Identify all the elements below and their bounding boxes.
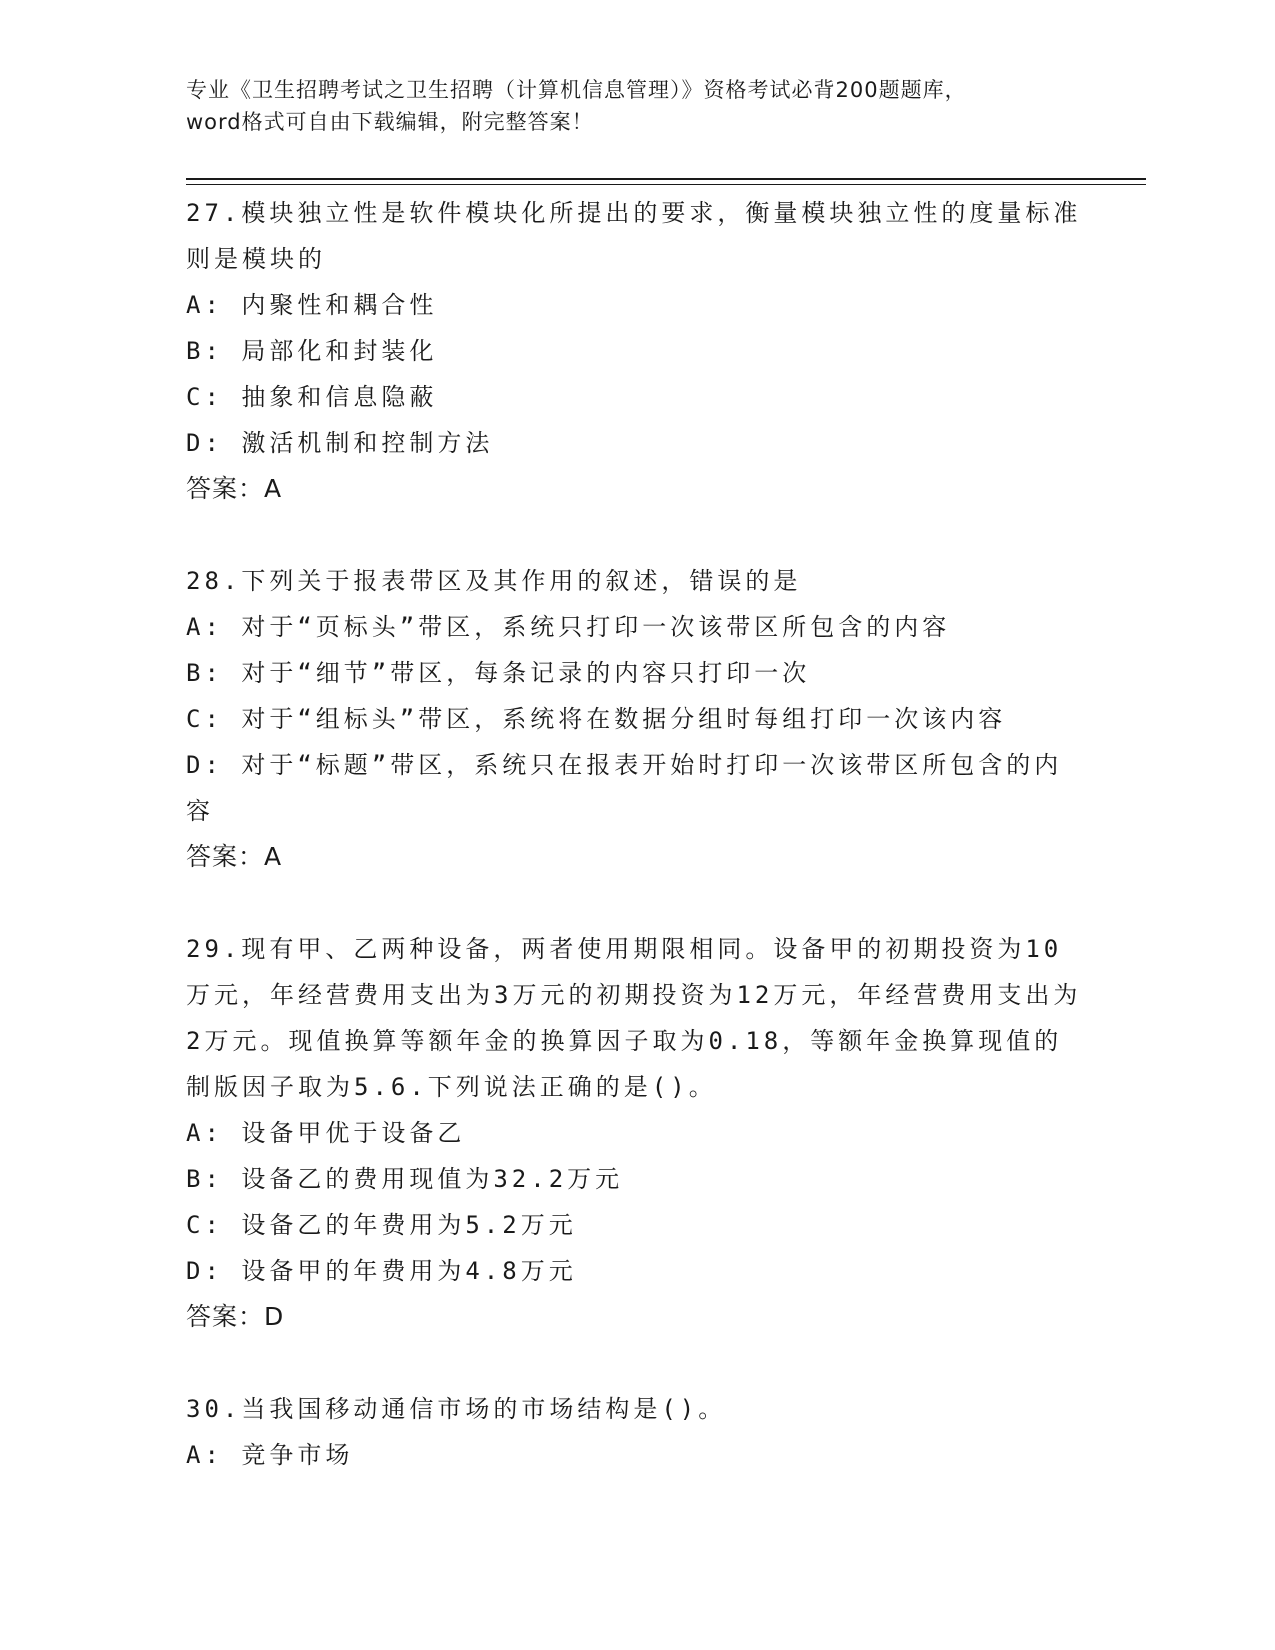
option-d: D: 设备甲的年费用为4.8万元 (186, 1257, 577, 1285)
document-header (186, 74, 1086, 138)
option-a: A: 设备甲优于设备乙 (186, 1119, 466, 1147)
question-stem: 30.当我国移动通信市场的市场结构是()。 (186, 1395, 727, 1423)
question-stem: 28.下列关于报表带区及其作用的叙述，错误的是 (186, 567, 802, 595)
question-list (186, 190, 1086, 1524)
option-b: B: 设备乙的费用现值为32.2万元 (186, 1165, 624, 1193)
question-28 (186, 558, 1086, 880)
option-a: A: 内聚性和耦合性 (186, 291, 438, 319)
question-27 (186, 190, 1086, 512)
question-29 (186, 926, 1086, 1340)
option-d: D: 对于“标题”带区，系统只在报表开始时打印一次该带区所包含的内容 (186, 751, 1063, 825)
question-stem: 27.模块独立性是软件模块化所提出的要求，衡量模块独立性的度量标准则是模块的 (186, 199, 1082, 273)
question-stem: 29.现有甲、乙两种设备，两者使用期限相同。设备甲的初期投资为10万元，年经营费用支出为3万元的初期投资为12万元，年经营费用支出为2万元。现值换算等额年金的换算因子取为0.18，等额年金换算现值的制版因子取为5.6.下列说法正确的是()。 (186, 935, 1082, 1101)
answer: 答案：A (186, 842, 283, 871)
answer: 答案：D (186, 1302, 285, 1331)
header-title-line-2: word格式可自由下载编辑，附完整答案！ (186, 110, 594, 134)
option-a: A: 竞争市场 (186, 1441, 354, 1469)
option-c: C: 对于“组标头”带区，系统将在数据分组时每组打印一次该内容 (186, 705, 1007, 733)
option-b: B: 对于“细节”带区，每条记录的内容只打印一次 (186, 659, 811, 687)
option-a: A: 对于“页标头”带区，系统只打印一次该带区所包含的内容 (186, 613, 951, 641)
header-divider-thin (186, 184, 1146, 185)
option-d: D: 激活机制和控制方法 (186, 429, 494, 457)
option-c: C: 设备乙的年费用为5.2万元 (186, 1211, 577, 1239)
question-30 (186, 1386, 1086, 1478)
header-title-line-1: 专业《卫生招聘考试之卫生招聘（计算机信息管理）》资格考试必背200题题库， (186, 78, 967, 102)
answer: 答案：A (186, 474, 283, 503)
header-divider-thick (186, 178, 1146, 180)
option-b: B: 局部化和封装化 (186, 337, 438, 365)
option-c: C: 抽象和信息隐蔽 (186, 383, 438, 411)
